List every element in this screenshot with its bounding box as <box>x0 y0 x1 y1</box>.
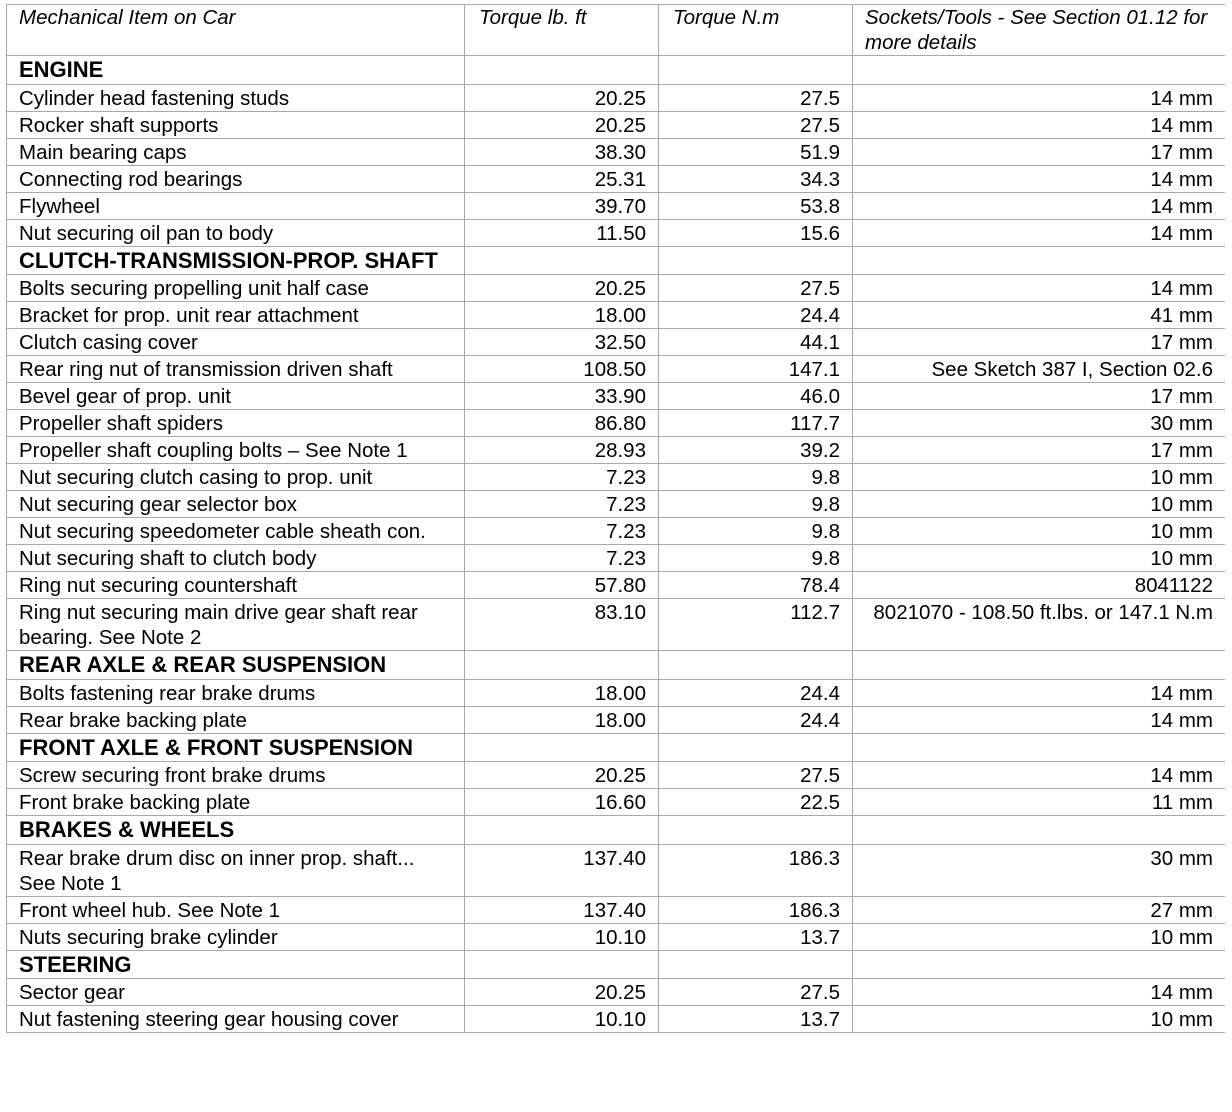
torque-lbft-cell: 16.60 <box>465 789 659 816</box>
item-name-cell: Sector gear <box>7 979 465 1006</box>
table-row <box>7 491 1226 518</box>
tool-cell: 14 mm <box>853 679 1226 706</box>
tool-cell: 14 mm <box>853 165 1226 192</box>
torque-lbft-cell: 108.50 <box>465 356 659 383</box>
table-row <box>7 979 1226 1006</box>
table-row <box>7 923 1226 950</box>
tool-cell: 27 mm <box>853 896 1226 923</box>
section-empty-lbft <box>465 56 659 85</box>
tool-cell: 14 mm <box>853 219 1226 246</box>
section-row <box>7 56 1226 85</box>
table-row <box>7 762 1226 789</box>
item-name-cell: Bolts securing propelling unit half case <box>7 275 465 302</box>
item-name-cell: Bracket for prop. unit rear attachment <box>7 302 465 329</box>
torque-lbft-cell: 86.80 <box>465 410 659 437</box>
torque-table <box>6 4 1225 1033</box>
torque-nm-cell: 147.1 <box>659 356 853 383</box>
tool-cell: 14 mm <box>853 706 1226 733</box>
section-title: BRAKES & WHEELS <box>7 816 465 845</box>
table-row <box>7 356 1226 383</box>
section-empty-tool <box>853 733 1226 762</box>
torque-lbft-cell: 20.25 <box>465 111 659 138</box>
torque-lbft-cell: 20.25 <box>465 84 659 111</box>
table-row <box>7 111 1226 138</box>
section-title: REAR AXLE & REAR SUSPENSION <box>7 651 465 680</box>
tool-cell: 8021070 - 108.50 ft.lbs. or 147.1 N.m <box>853 599 1226 651</box>
torque-nm-cell: 46.0 <box>659 383 853 410</box>
item-name-cell: Ring nut securing countershaft <box>7 572 465 599</box>
tool-cell: 10 mm <box>853 464 1226 491</box>
section-empty-lbft <box>465 246 659 275</box>
section-row <box>7 246 1226 275</box>
table-row <box>7 706 1226 733</box>
item-name-cell: Screw securing front brake drums <box>7 762 465 789</box>
torque-nm-cell: 39.2 <box>659 437 853 464</box>
item-name-cell: Rear brake drum disc on inner prop. shaft... See Note 1 <box>7 844 465 896</box>
torque-lbft-cell: 18.00 <box>465 706 659 733</box>
tool-cell: 14 mm <box>853 275 1226 302</box>
item-name-cell: Front wheel hub. See Note 1 <box>7 896 465 923</box>
tool-cell: 17 mm <box>853 138 1226 165</box>
torque-lbft-cell: 7.23 <box>465 518 659 545</box>
torque-nm-cell: 24.4 <box>659 679 853 706</box>
torque-lbft-cell: 10.10 <box>465 1006 659 1033</box>
torque-nm-cell: 24.4 <box>659 302 853 329</box>
section-title: FRONT AXLE & FRONT SUSPENSION <box>7 733 465 762</box>
torque-lbft-cell: 25.31 <box>465 165 659 192</box>
section-title: ENGINE <box>7 56 465 85</box>
torque-nm-cell: 27.5 <box>659 275 853 302</box>
section-empty-nm <box>659 246 853 275</box>
tool-cell: 10 mm <box>853 545 1226 572</box>
section-row <box>7 651 1226 680</box>
section-row <box>7 816 1226 845</box>
header-tools: Sockets/Tools - See Section 01.12 for more details <box>853 5 1226 56</box>
item-name-cell: Nut securing shaft to clutch body <box>7 545 465 572</box>
section-empty-nm <box>659 950 853 979</box>
tool-cell: 10 mm <box>853 1006 1226 1033</box>
section-empty-nm <box>659 651 853 680</box>
table-row <box>7 192 1226 219</box>
tool-cell: 30 mm <box>853 844 1226 896</box>
table-row <box>7 138 1226 165</box>
table-row <box>7 464 1226 491</box>
tool-cell: 14 mm <box>853 192 1226 219</box>
table-row <box>7 437 1226 464</box>
torque-nm-cell: 186.3 <box>659 896 853 923</box>
table-row <box>7 329 1226 356</box>
torque-lbft-cell: 20.25 <box>465 979 659 1006</box>
torque-nm-cell: 27.5 <box>659 84 853 111</box>
tool-cell: 41 mm <box>853 302 1226 329</box>
section-row <box>7 733 1226 762</box>
tool-cell: 17 mm <box>853 437 1226 464</box>
table-row <box>7 302 1226 329</box>
header-row <box>7 5 1226 56</box>
tool-cell: 30 mm <box>853 410 1226 437</box>
item-name-cell: Propeller shaft coupling bolts – See Note 1 <box>7 437 465 464</box>
torque-lbft-cell: 28.93 <box>465 437 659 464</box>
section-empty-tool <box>853 246 1226 275</box>
torque-lbft-cell: 18.00 <box>465 679 659 706</box>
torque-lbft-cell: 137.40 <box>465 844 659 896</box>
table-row <box>7 896 1226 923</box>
torque-lbft-cell: 57.80 <box>465 572 659 599</box>
section-empty-lbft <box>465 816 659 845</box>
torque-nm-cell: 9.8 <box>659 464 853 491</box>
section-empty-tool <box>853 950 1226 979</box>
torque-lbft-cell: 83.10 <box>465 599 659 651</box>
section-row <box>7 950 1226 979</box>
item-name-cell: Nuts securing brake cylinder <box>7 923 465 950</box>
table-row <box>7 679 1226 706</box>
torque-lbft-cell: 38.30 <box>465 138 659 165</box>
item-name-cell: Cylinder head fastening studs <box>7 84 465 111</box>
torque-lbft-cell: 20.25 <box>465 762 659 789</box>
tool-cell: 14 mm <box>853 111 1226 138</box>
section-empty-tool <box>853 816 1226 845</box>
section-empty-nm <box>659 56 853 85</box>
torque-nm-cell: 27.5 <box>659 111 853 138</box>
item-name-cell: Nut securing speedometer cable sheath con. <box>7 518 465 545</box>
torque-nm-cell: 15.6 <box>659 219 853 246</box>
section-empty-nm <box>659 816 853 845</box>
torque-lbft-cell: 10.10 <box>465 923 659 950</box>
torque-nm-cell: 51.9 <box>659 138 853 165</box>
torque-lbft-cell: 33.90 <box>465 383 659 410</box>
torque-lbft-cell: 18.00 <box>465 302 659 329</box>
torque-nm-cell: 13.7 <box>659 923 853 950</box>
torque-lbft-cell: 20.25 <box>465 275 659 302</box>
tool-cell: 10 mm <box>853 491 1226 518</box>
item-name-cell: Bevel gear of prop. unit <box>7 383 465 410</box>
section-empty-lbft <box>465 651 659 680</box>
torque-nm-cell: 117.7 <box>659 410 853 437</box>
tool-cell: 17 mm <box>853 383 1226 410</box>
torque-lbft-cell: 39.70 <box>465 192 659 219</box>
header-torque-nm: Torque N.m <box>659 5 853 56</box>
tool-cell: 11 mm <box>853 789 1226 816</box>
torque-nm-cell: 22.5 <box>659 789 853 816</box>
torque-nm-cell: 27.5 <box>659 762 853 789</box>
item-name-cell: Propeller shaft spiders <box>7 410 465 437</box>
item-name-cell: Bolts fastening rear brake drums <box>7 679 465 706</box>
table-row <box>7 518 1226 545</box>
torque-spec-sheet <box>6 4 1225 1112</box>
item-name-cell: Nut securing clutch casing to prop. unit <box>7 464 465 491</box>
torque-nm-cell: 24.4 <box>659 706 853 733</box>
section-empty-lbft <box>465 733 659 762</box>
item-name-cell: Flywheel <box>7 192 465 219</box>
tool-cell: 8041122 <box>853 572 1226 599</box>
torque-nm-cell: 44.1 <box>659 329 853 356</box>
tool-cell: 14 mm <box>853 979 1226 1006</box>
torque-nm-cell: 78.4 <box>659 572 853 599</box>
table-row <box>7 84 1226 111</box>
tool-cell: See Sketch 387 I, Section 02.6 <box>853 356 1226 383</box>
table-row <box>7 383 1226 410</box>
table-row <box>7 599 1226 651</box>
item-name-cell: Ring nut securing main drive gear shaft rear bearing. See Note 2 <box>7 599 465 651</box>
header-torque-lbft: Torque lb. ft <box>465 5 659 56</box>
tool-cell: 14 mm <box>853 84 1226 111</box>
tool-cell: 17 mm <box>853 329 1226 356</box>
item-name-cell: Rear brake backing plate <box>7 706 465 733</box>
table-row <box>7 219 1226 246</box>
table-row <box>7 545 1226 572</box>
torque-lbft-cell: 7.23 <box>465 464 659 491</box>
torque-lbft-cell: 32.50 <box>465 329 659 356</box>
item-name-cell: Rocker shaft supports <box>7 111 465 138</box>
table-row <box>7 165 1226 192</box>
torque-lbft-cell: 137.40 <box>465 896 659 923</box>
item-name-cell: Front brake backing plate <box>7 789 465 816</box>
torque-nm-cell: 186.3 <box>659 844 853 896</box>
torque-nm-cell: 9.8 <box>659 518 853 545</box>
item-name-cell: Clutch casing cover <box>7 329 465 356</box>
section-title: STEERING <box>7 950 465 979</box>
torque-lbft-cell: 7.23 <box>465 545 659 572</box>
tool-cell: 14 mm <box>853 762 1226 789</box>
table-row <box>7 1006 1226 1033</box>
item-name-cell: Nut securing gear selector box <box>7 491 465 518</box>
torque-lbft-cell: 7.23 <box>465 491 659 518</box>
torque-nm-cell: 9.8 <box>659 491 853 518</box>
torque-nm-cell: 112.7 <box>659 599 853 651</box>
section-empty-lbft <box>465 950 659 979</box>
item-name-cell: Main bearing caps <box>7 138 465 165</box>
torque-lbft-cell: 11.50 <box>465 219 659 246</box>
table-row <box>7 572 1226 599</box>
header-item: Mechanical Item on Car <box>7 5 465 56</box>
section-empty-tool <box>853 651 1226 680</box>
table-row <box>7 275 1226 302</box>
item-name-cell: Rear ring nut of transmission driven shaft <box>7 356 465 383</box>
item-name-cell: Nut securing oil pan to body <box>7 219 465 246</box>
table-body <box>7 56 1226 1033</box>
item-name-cell: Nut fastening steering gear housing cover <box>7 1006 465 1033</box>
section-empty-tool <box>853 56 1226 85</box>
table-row <box>7 410 1226 437</box>
torque-nm-cell: 9.8 <box>659 545 853 572</box>
torque-nm-cell: 13.7 <box>659 1006 853 1033</box>
tool-cell: 10 mm <box>853 518 1226 545</box>
torque-nm-cell: 27.5 <box>659 979 853 1006</box>
table-row <box>7 789 1226 816</box>
section-title: CLUTCH-TRANSMISSION-PROP. SHAFT <box>7 246 465 275</box>
torque-nm-cell: 34.3 <box>659 165 853 192</box>
item-name-cell: Connecting rod bearings <box>7 165 465 192</box>
table-row <box>7 844 1226 896</box>
tool-cell: 10 mm <box>853 923 1226 950</box>
torque-nm-cell: 53.8 <box>659 192 853 219</box>
section-empty-nm <box>659 733 853 762</box>
